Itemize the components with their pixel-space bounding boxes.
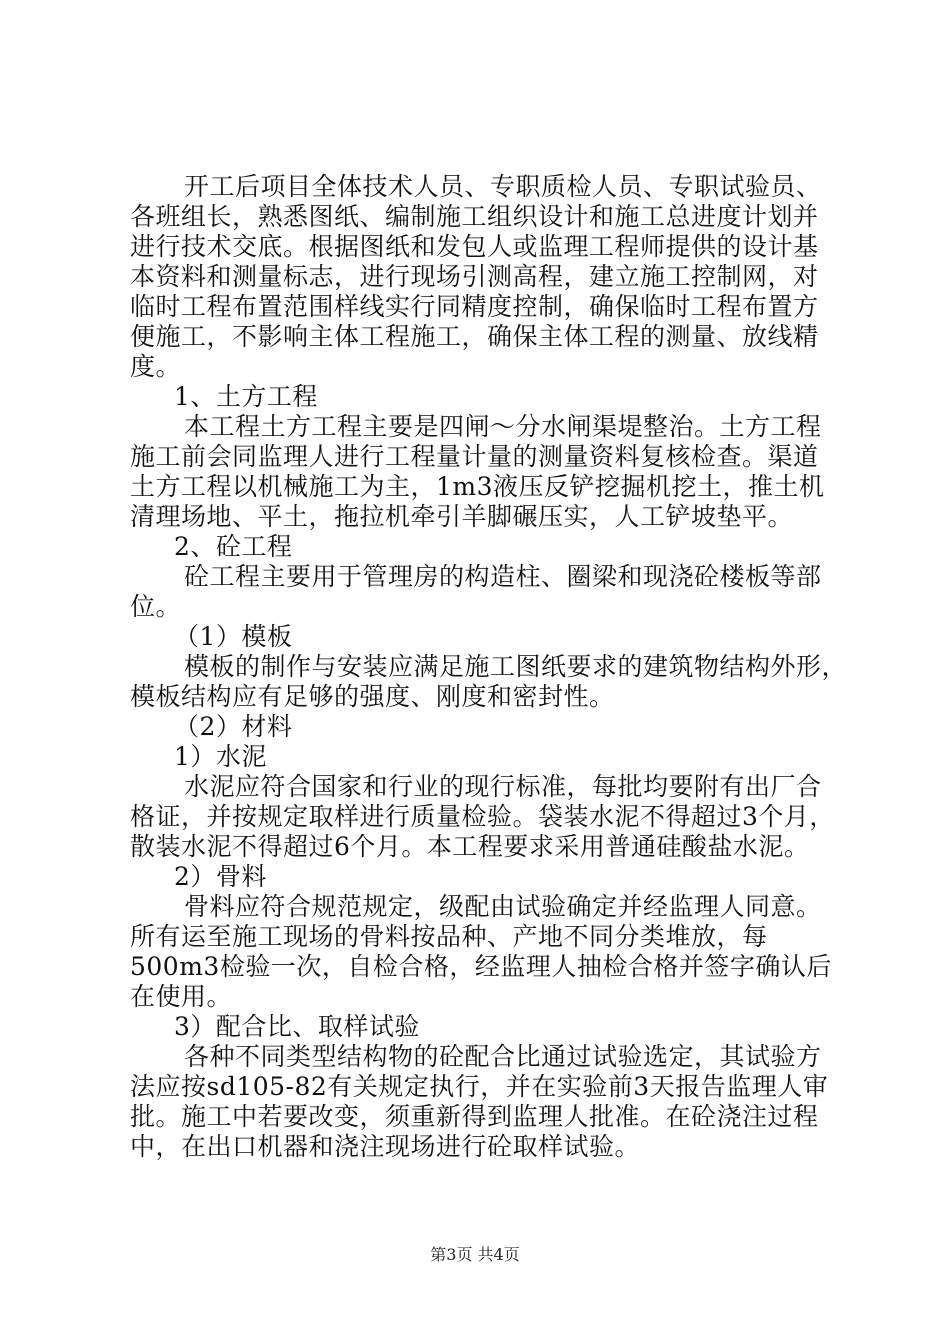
item-heading: 1）水泥 [174, 742, 267, 771]
paragraph-line: 骨料应符合规范规定，级配由试验确定并经监理人同意。 [184, 892, 822, 921]
document-body [130, 172, 848, 1162]
paragraph-line: 模板的制作与安装应满足施工图纸要求的建筑物结构外形， [184, 652, 848, 681]
paragraph-line: 散装水泥不得超过6个月。本工程要求采用普通硅酸盐水泥。 [130, 832, 810, 861]
paragraph-line: 所有运至施工现场的骨料按品种、产地不同分类堆放，每 [130, 922, 768, 951]
paragraph-line: 模板结构应有足够的强度、刚度和密封性。 [130, 682, 615, 711]
paragraph-line: 水泥应符合国家和行业的现行标准，每批均要附有出厂合 [184, 772, 822, 801]
paragraph-line: 中，在出口机器和浇注现场进行砼取样试验。 [130, 1132, 641, 1161]
paragraph-line: 格证，并按规定取样进行质量检验。袋装水泥不得超过3个月， [130, 802, 835, 831]
paragraph-line: 清理场地、平土，拖拉机牵引羊脚碾压实，人工铲坡垫平。 [130, 502, 794, 531]
paragraph-line: 各班组长，熟悉图纸、编制施工组织设计和施工总进度计划并 [130, 202, 819, 231]
subsection-heading: （2）材料 [174, 712, 293, 741]
paragraph-line: 各种不同类型结构物的砼配合比通过试验选定，其试验方 [184, 1042, 822, 1071]
subsection-heading: （1）模板 [174, 622, 293, 651]
paragraph-line: 便施工，不影响主体工程施工，确保主体工程的测量、放线精 [130, 322, 819, 351]
paragraph-line: 砼工程主要用于管理房的构造柱、圈梁和现浇砼楼板等部 [184, 562, 822, 591]
paragraph-line: 本资料和测量标志，进行现场引测高程，建立施工控制网，对 [130, 262, 819, 291]
paragraph-line: 开工后项目全体技术人员、专职质检人员、专职试验员、 [184, 172, 822, 201]
section-heading: 2、砼工程 [174, 532, 293, 561]
paragraph-line: 土方工程以机械施工为主，1m3液压反铲挖掘机挖土，推土机 [130, 472, 825, 501]
paragraph-line: 临时工程布置范围样线实行同精度控制，确保临时工程布置方 [130, 292, 819, 321]
paragraph-line: 批。施工中若要改变，须重新得到监理人批准。在砼浇注过程 [130, 1102, 819, 1131]
paragraph-line: 位。 [130, 592, 182, 621]
paragraph-line: 度。 [130, 352, 182, 381]
page-number-label: 第3页 共4页 [430, 1245, 520, 1264]
section-heading: 1、土方工程 [174, 382, 318, 411]
paragraph-line: 在使用。 [130, 982, 233, 1011]
item-heading: 2）骨料 [174, 862, 267, 891]
paragraph-line: 法应按sd105-82有关规定执行，并在实验前3天报告监理人审 [130, 1072, 829, 1101]
paragraph-line: 500m3检验一次，自检合格，经监理人抽检合格并签字确认后 [130, 952, 832, 981]
page-footer [0, 1245, 950, 1265]
paragraph-line: 进行技术交底。根据图纸和发包人或监理工程师提供的设计基 [130, 232, 819, 261]
paragraph-line: 本工程土方工程主要是四闸～分水闸渠堤整治。土方工程 [184, 412, 822, 441]
paragraph-line: 施工前会同监理人进行工程量计量的测量资料复核检查。渠道 [130, 442, 819, 471]
item-heading: 3）配合比、取样试验 [174, 1012, 420, 1041]
